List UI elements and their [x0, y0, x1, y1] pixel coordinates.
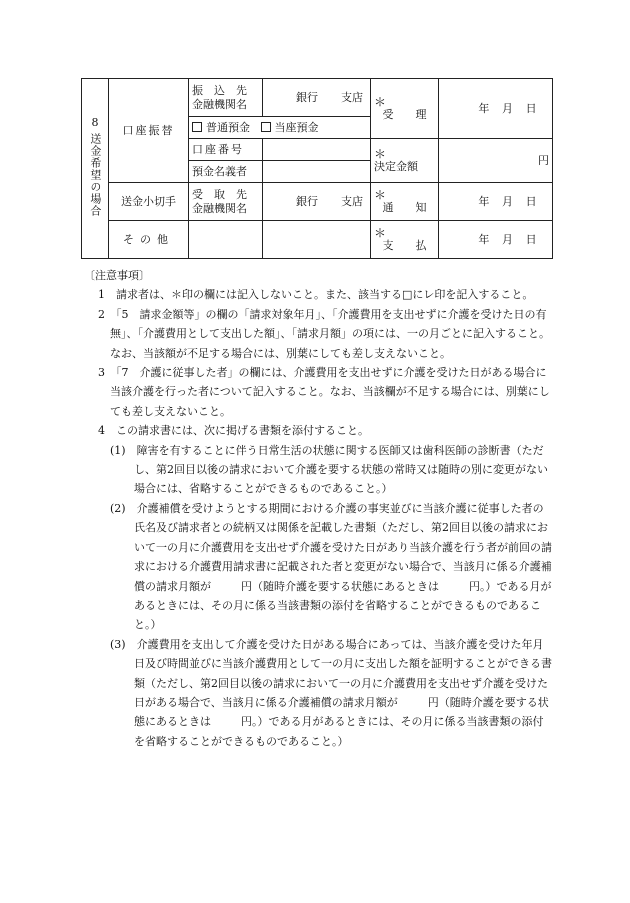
notified-text: 通 知 — [382, 200, 427, 214]
subnote-2-part-a: (2) 介護補償を受けようとする期間における介護の事実並びに当該介護に従事した者の氏名及び請求者との続柄又は関係を記載した書類（ただし、第2回目以後の請求において一の月に介護費用を支出せず介護を受けた日があり当該介護を行う者が前回の請求における介護費用請求書に記載された者と変更がない場合で、当該月に係る介護補償の請求月額が — [110, 501, 552, 593]
note-2: 2 「5 請求金額等」の欄の「請求対象年月」、「介護費用を支出せずに介護を受けた日の有無」、「介護費用として支出した額」、「請求月額」の項には、一の月ごとに記入すること。なお、当該額が不足する場合には、別葉にしても差し支えないこと。 — [98, 307, 550, 360]
ordinary-deposit-checkbox[interactable] — [192, 122, 202, 132]
notes-section — [84, 266, 554, 751]
note-1: 1 請求者は、＊印の欄には記入しないこと。また、該当する□にレ印を記入すること。 — [98, 288, 534, 302]
notified-label — [371, 183, 439, 221]
branch-label: 支店 — [341, 194, 363, 208]
recipient-bank-line2: 金融機関名 — [192, 201, 247, 215]
subnote-2-part-c: 円。）である月があるときには、その月に係る当該書類の添付を省略することができるものであること。） — [134, 579, 552, 632]
subnote-1: (1) 障害を有することに伴う日常生活の状態に関する医師又は歯科医師の診断書（ただし、第2回目以後の請求において介護を要する状態の常時又は随時の別に変更がない場合には、省略することができるものであること。） — [110, 443, 548, 496]
note-4: 4 この請求書には、次に掲げる書類を添付すること。 — [98, 424, 369, 438]
notified-date-field[interactable] — [439, 183, 553, 221]
year-label: 年 — [478, 194, 490, 208]
branch-label: 支店 — [341, 90, 363, 104]
paid-text: 支 払 — [382, 238, 427, 252]
current-deposit-checkbox[interactable] — [261, 122, 271, 132]
transfer-bank-line1: 振 込 先 — [192, 83, 247, 97]
transfer-bank-field[interactable] — [263, 79, 371, 117]
month-label: 月 — [501, 194, 513, 208]
section-8-label — [82, 79, 109, 259]
other-label: その他 — [109, 221, 189, 259]
day-label: 日 — [525, 194, 537, 208]
remittance-check-label: 送金小切手 — [109, 183, 189, 221]
transfer-bank-line2: 金融機関名 — [192, 97, 247, 111]
notes-heading: 〔注意事項〕 — [84, 269, 150, 282]
account-number-label: 口座番号 — [189, 139, 263, 161]
deposit-type-row — [189, 117, 371, 139]
bank-label: 銀行 — [296, 194, 318, 208]
current-deposit-label: 当座預金 — [274, 120, 319, 134]
section-number: 8 — [91, 116, 99, 130]
decided-amount-field[interactable] — [439, 139, 553, 183]
subnote-3-part-a: (3) 介護費用を支出して介護を受けた日がある場合にあっては、当該介護を受けた年月日及び時間並びに当該介護費用として一の月に支出した額を証明することができる書類（ただし、第2回目以後の請求において一の月に介護費用を支出せず介護を受けた日がある場合で、当該月に係る介護補償の請求月額が — [110, 637, 552, 709]
remittance-table — [81, 78, 553, 259]
day-label: 日 — [525, 101, 537, 115]
recipient-bank-label — [189, 183, 263, 221]
received-date-field[interactable] — [439, 79, 553, 139]
bank-label: 銀行 — [296, 90, 318, 104]
day-label: 日 — [525, 232, 537, 246]
account-number-field[interactable] — [263, 139, 371, 161]
year-label: 年 — [478, 101, 490, 115]
star-mark: ＊ — [374, 146, 387, 161]
subnote-3 — [96, 635, 554, 751]
subnote-3-part-c: 円。）である月があるときには、その月に係る当該書類の添付を省略することができるものであること。） — [134, 715, 544, 748]
note-3: 3 「7 介護に従事した者」の欄には、介護費用を支出せずに介護を受けた日がある場合に当該介護を行った者について記入すること。なお、当該欄が不足する場合には、別葉にしても差し支えないこと。 — [98, 366, 550, 418]
yen-label: 円 — [538, 153, 549, 167]
decided-amount-label — [371, 139, 439, 183]
account-transfer-label: 口座振替 — [109, 79, 189, 183]
paid-label — [371, 221, 439, 259]
ordinary-deposit-label: 普通預金 — [206, 120, 250, 134]
star-mark: ＊ — [374, 187, 387, 202]
transfer-bank-label — [189, 79, 263, 117]
section-title: 送金希望の場合 — [88, 133, 102, 217]
received-text: 受 理 — [382, 107, 427, 121]
subnote-2-part-b: 円（随時介護を要する状態にあるときは — [241, 579, 439, 593]
month-label: 月 — [501, 232, 513, 246]
recipient-bank-line1: 受 取 先 — [192, 187, 247, 201]
paid-date-field[interactable] — [439, 221, 553, 259]
other-field-2[interactable] — [263, 221, 371, 259]
received-label — [371, 79, 439, 139]
subnote-2 — [96, 499, 554, 635]
star-mark: ＊ — [374, 225, 387, 240]
star-mark: ＊ — [374, 94, 387, 109]
other-field-1[interactable] — [189, 221, 263, 259]
month-label: 月 — [501, 101, 513, 115]
depositor-name-field[interactable] — [263, 161, 371, 183]
depositor-name-label: 預金名義者 — [189, 161, 263, 183]
decided-amount-text: 決定金額 — [374, 159, 418, 173]
recipient-bank-field[interactable] — [263, 183, 371, 221]
year-label: 年 — [478, 232, 490, 246]
subnote-3-part-b: 円（随時介護を要する状態にあるときは — [134, 695, 549, 729]
